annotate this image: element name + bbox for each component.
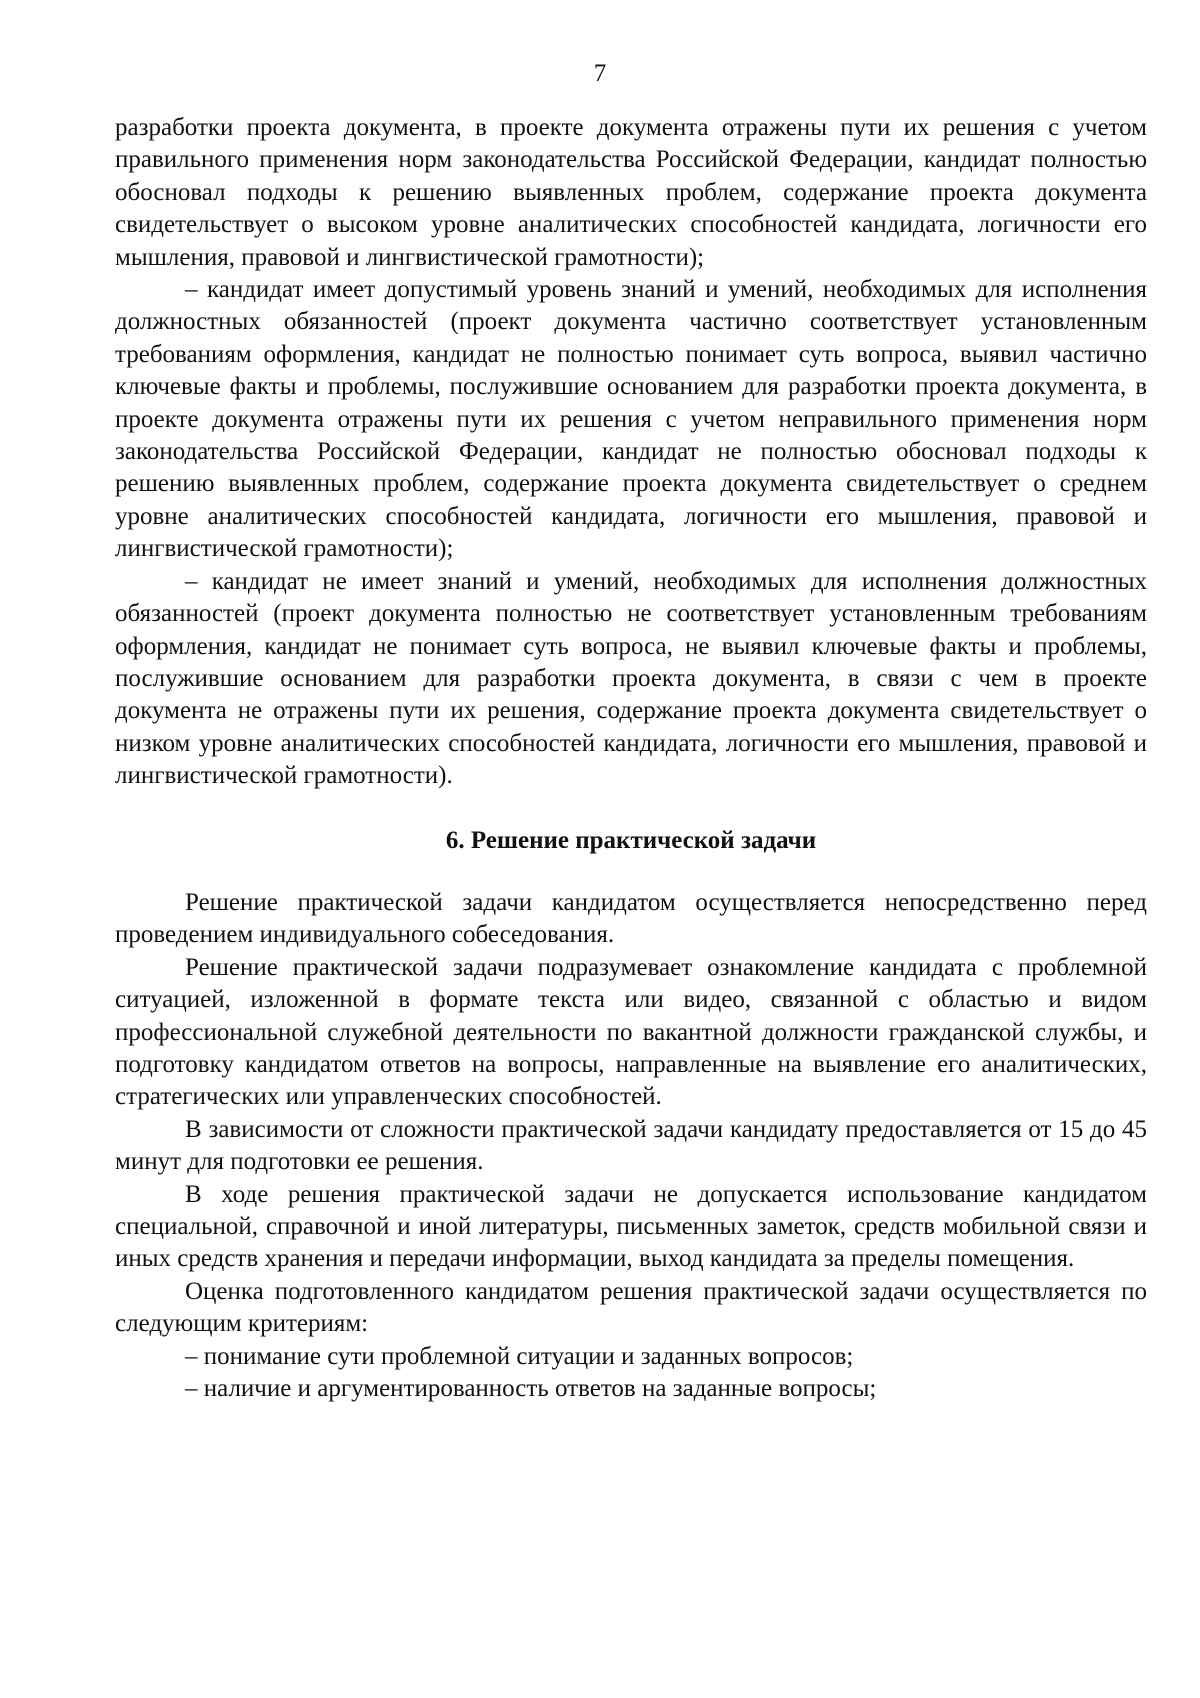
body-paragraph: В зависимости от сложности практической задачи кандидату предоставляется от 15 до 45 минут для подготовки ее решения. bbox=[115, 1115, 1147, 1176]
list-item: – кандидат имеет допустимый уровень знаний и умений, необходимых для исполнения должностных обязанностей (проект документа частично соответствует установленным требованиям оформления, кандидат не полностью понимает суть вопроса, выявил частично ключевые факты и проблемы, послужившие основанием для разработки проекта документа, в проекте документа отражены пути их решения с учетом неправильного применения норм законодательства Российской Федерации, кандидат не полностью обосновал подходы к решению выявленных проблем, содержание проекта документа свидетельствует о среднем уровне аналитических способностей кандидата, логичности его мышления, правовой и лингвистической грамотности); bbox=[115, 276, 1147, 563]
body-paragraph: Оценка подготовленного кандидатом решения практической задачи осуществляется по следующим критериям: bbox=[115, 1277, 1147, 1338]
section-heading: 6. Решение практической задачи bbox=[445, 826, 817, 854]
body-paragraph: В ходе решения практической задачи не допускается использование кандидатом специальной, справочной и иной литературы, письменных заметок, средств мобильной связи и иных средств хранения и передачи информации, выход кандидата за пределы помещения. bbox=[115, 1180, 1147, 1273]
body-paragraph: Решение практической задачи кандидатом осуществляется непосредственно перед проведением индивидуального собеседования. bbox=[115, 888, 1147, 949]
criteria-item: – наличие и аргументированность ответов на заданные вопросы; bbox=[185, 1375, 877, 1403]
criteria-item: – понимание сути проблемной ситуации и заданных вопросов; bbox=[185, 1342, 854, 1370]
document-body bbox=[115, 112, 1147, 1405]
page-number: 7 bbox=[593, 60, 607, 87]
continued-paragraph: разработки проекта документа, в проекте документа отражены пути их решения с учетом правильного применения норм законодательства Российской Федерации, кандидат полностью обосновал подходы к решению выявленных проблем, содержание проекта документа свидетельствует о высоком уровне аналитических способностей кандидата, логичности его мышления, правовой и лингвистической грамотности); bbox=[115, 114, 1147, 271]
body-paragraph: Решение практической задачи подразумевает ознакомление кандидата с проблемной ситуацией, изложенной в формате текста или видео, связанной с областью и видом профессиональной служебной деятельности по вакантной должности гражданской службы, и подготовку кандидатом ответов на вопросы, направленные на выявление его аналитических, стратегических или управленческих способностей. bbox=[115, 953, 1147, 1111]
list-item: – кандидат не имеет знаний и умений, необходимых для исполнения должностных обязанностей (проект документа полностью не соответствует установленным требованиям оформления, кандидат не понимает суть вопроса, не выявил ключевые факты и проблемы, послужившие основанием для разработки проекта документа, в связи с чем в проекте документа не отражены пути их решения, содержание проекта документа свидетельствует о низком уровне аналитических способностей кандидата, логичности его мышления, правовой и лингвистической грамотности). bbox=[115, 567, 1147, 790]
